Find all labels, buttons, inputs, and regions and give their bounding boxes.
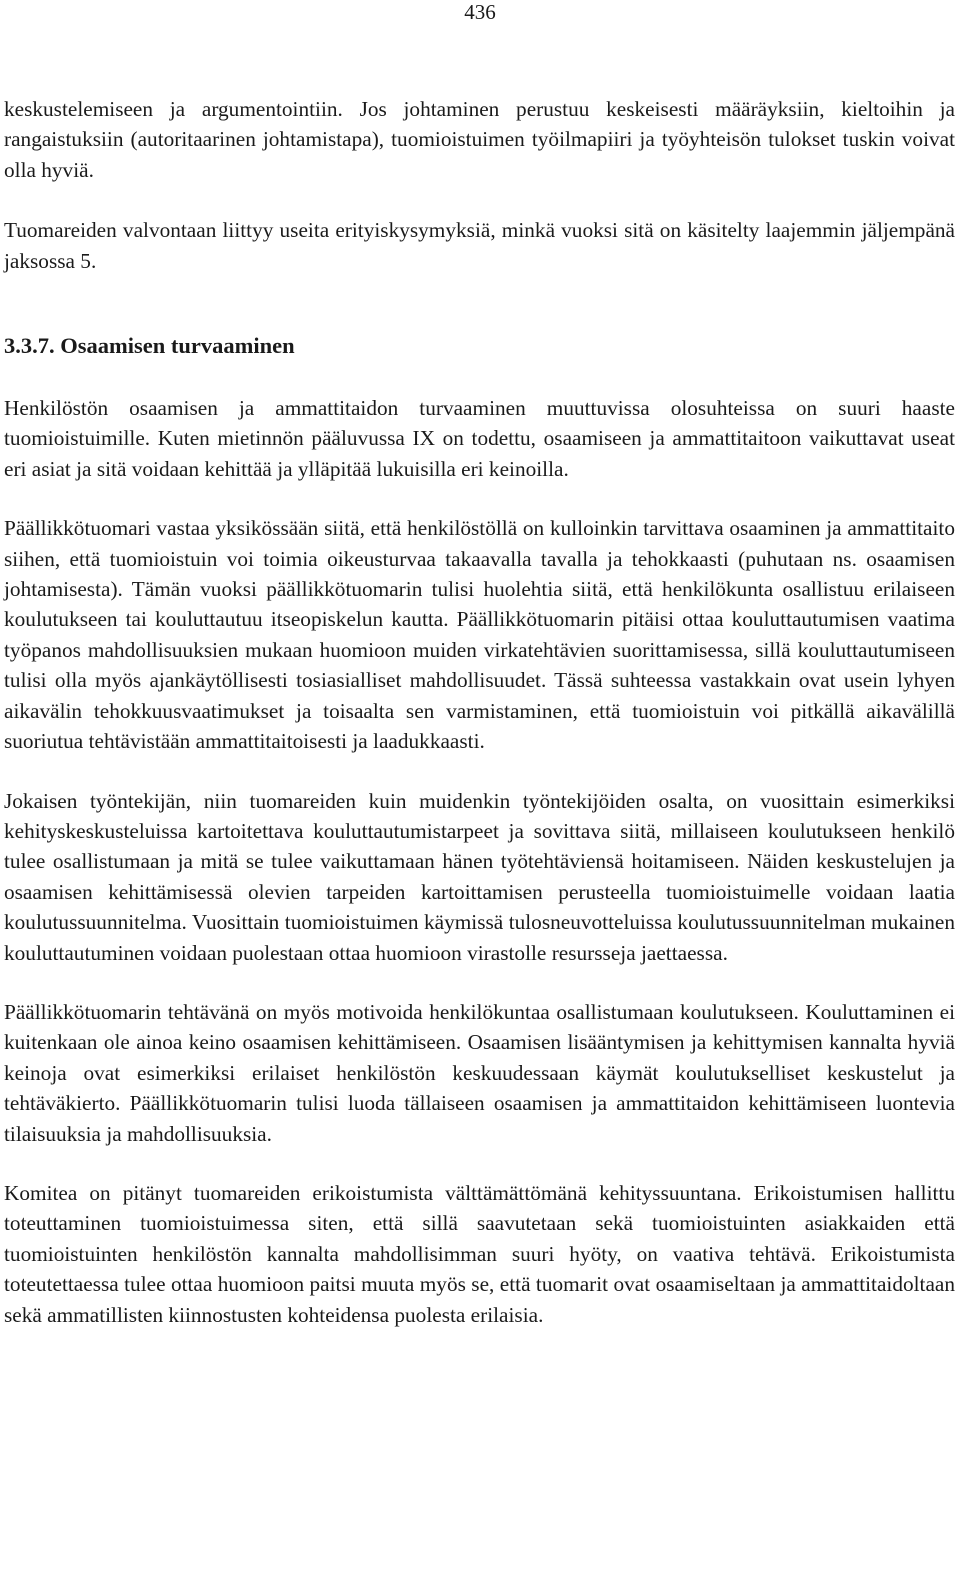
paragraph-argumentation: keskustelemiseen ja argumentointiin. Jos johtaminen perustuu keskeisesti määräyksiin, kieltoihin ja rangaistuksiin (autoritaarinen johtamistapa), tuomioistuimen työilmapiiri ja työyhteisön tulokset tuskin voivat olla hyviä. (4, 97, 955, 182)
paragraph-judge-supervision: Tuomareiden valvontaan liittyy useita erityiskysymyksiä, minkä vuoksi sitä on käsitelty laajemmin jäljempänä jaksossa 5. (4, 218, 955, 273)
paragraph-development-discussions: Jokaisen työntekijän, niin tuomareiden kuin muidenkin työntekijöiden osalta, on vuosittain esimerkiksi kehityskeskusteluissa kartoitettava kouluttautumistarpeet ja sovittava siitä, millaiseen koulutukseen henkilö tulee osallistumaan ja mitä se tulee vaikuttamaan hänen työtehtäviensä hoitamiseen. Näiden keskustelujen ja osaamisen kehittämisessä olevien tarpeiden kartoittamisen perusteella tuomioistuimelle voidaan laatia koulutussuunnitelma. Vuosittain tuomioistuimen käymissä tulosneuvotteluissa koulutussuunnitelman mukainen kouluttautuminen voidaan puolestaan ottaa huomioon virastolle resursseja jaettaessa. (4, 788, 955, 965)
section-heading: 3.3.7. Osaamisen turvaaminen (4, 333, 295, 359)
paragraph-chief-judge-responsibility: Päällikkötuomari vastaa yksikössään siitä, että henkilöstöllä on kulloinkin tarvittava osaaminen ja ammattitaito siihen, että tuomioistuin voi toimia oikeusturvaa takaavalla tavalla ja tehokkaasti (puhutaan ns. osaamisen johtamisesta). Tämän vuoksi päällikkötuomarin tulisi huolehtia siitä, että henkilökunta osallistuu erilaiseen koulutukseen tai kouluttautuu itseopiskelun kautta. Päällikkötuomarin pitäisi ottaa kouluttautumisen vaatima työpanos mahdollisuuksien mukaan huomioon muiden virkatehtävien suorittamisessa, sillä kouluttautumiseen tulisi olla myös ajankäytöllisesti tosiasialliset mahdollisuudet. Tässä suhteessa vastakkain ovat usein lyhyen aikavälin tehokkuusvaatimukset ja toisaalta sen varmistaminen, että tuomioistuin voi pitkällä aikavälillä suoriutua tehtävistään ammattitaitoisesti ja laadukkaasti. (4, 516, 955, 754)
document-body (4, 94, 955, 1330)
paragraph-specialisation: Komitea on pitänyt tuomareiden erikoistumista välttämättömänä kehityssuuntana. Erikoistumisen hallittu toteuttaminen tuomioistuimessa siten, että sillä saavutetaan sekä tuomioistuinten asiakkaiden että tuomioistuinten henkilöstön kannalta mahdollisimman suuri hyöty, on vaativa tehtävä. Erikoistumista toteutettaessa tulee ottaa huomioon paitsi muuta myös se, että tuomarit ovat osaamiseltaan ja ammattitaidoltaan sekä ammatillisten kiinnostusten kohteidensa puolesta erilaisia. (4, 1180, 955, 1327)
paragraph-motivation: Päällikkötuomarin tehtävänä on myös motivoida henkilökuntaa osallistumaan koulutukseen. Kouluttaminen ei kuitenkaan ole ainoa keino osaamisen kehittämiseen. Osaamisen lisääntymisen ja kehittymisen kannalta hyviä keinoja ovat esimerkiksi erilaiset henkilöstön keskuudessaan käymät koulutukselliset keskustelut ja tehtäväkierto. Päällikkötuomarin tulisi luoda tällaiseen osaamisen ja ammattitaidon kehittämiseen luontevia tilaisuuksia ja mahdollisuuksia. (4, 999, 955, 1146)
page-number: 436 (464, 0, 496, 24)
paragraph-competence-challenge: Henkilöstön osaamisen ja ammattitaidon turvaaminen muuttuvissa olosuhteissa on suuri haaste tuomioistuimille. Kuten mietinnön pääluvussa IX on todettu, osaamiseen ja ammattitaitoon vaikuttavat useat eri asiat ja sitä voidaan kehittää ja ylläpitää lukuisilla eri keinoilla. (4, 396, 955, 481)
